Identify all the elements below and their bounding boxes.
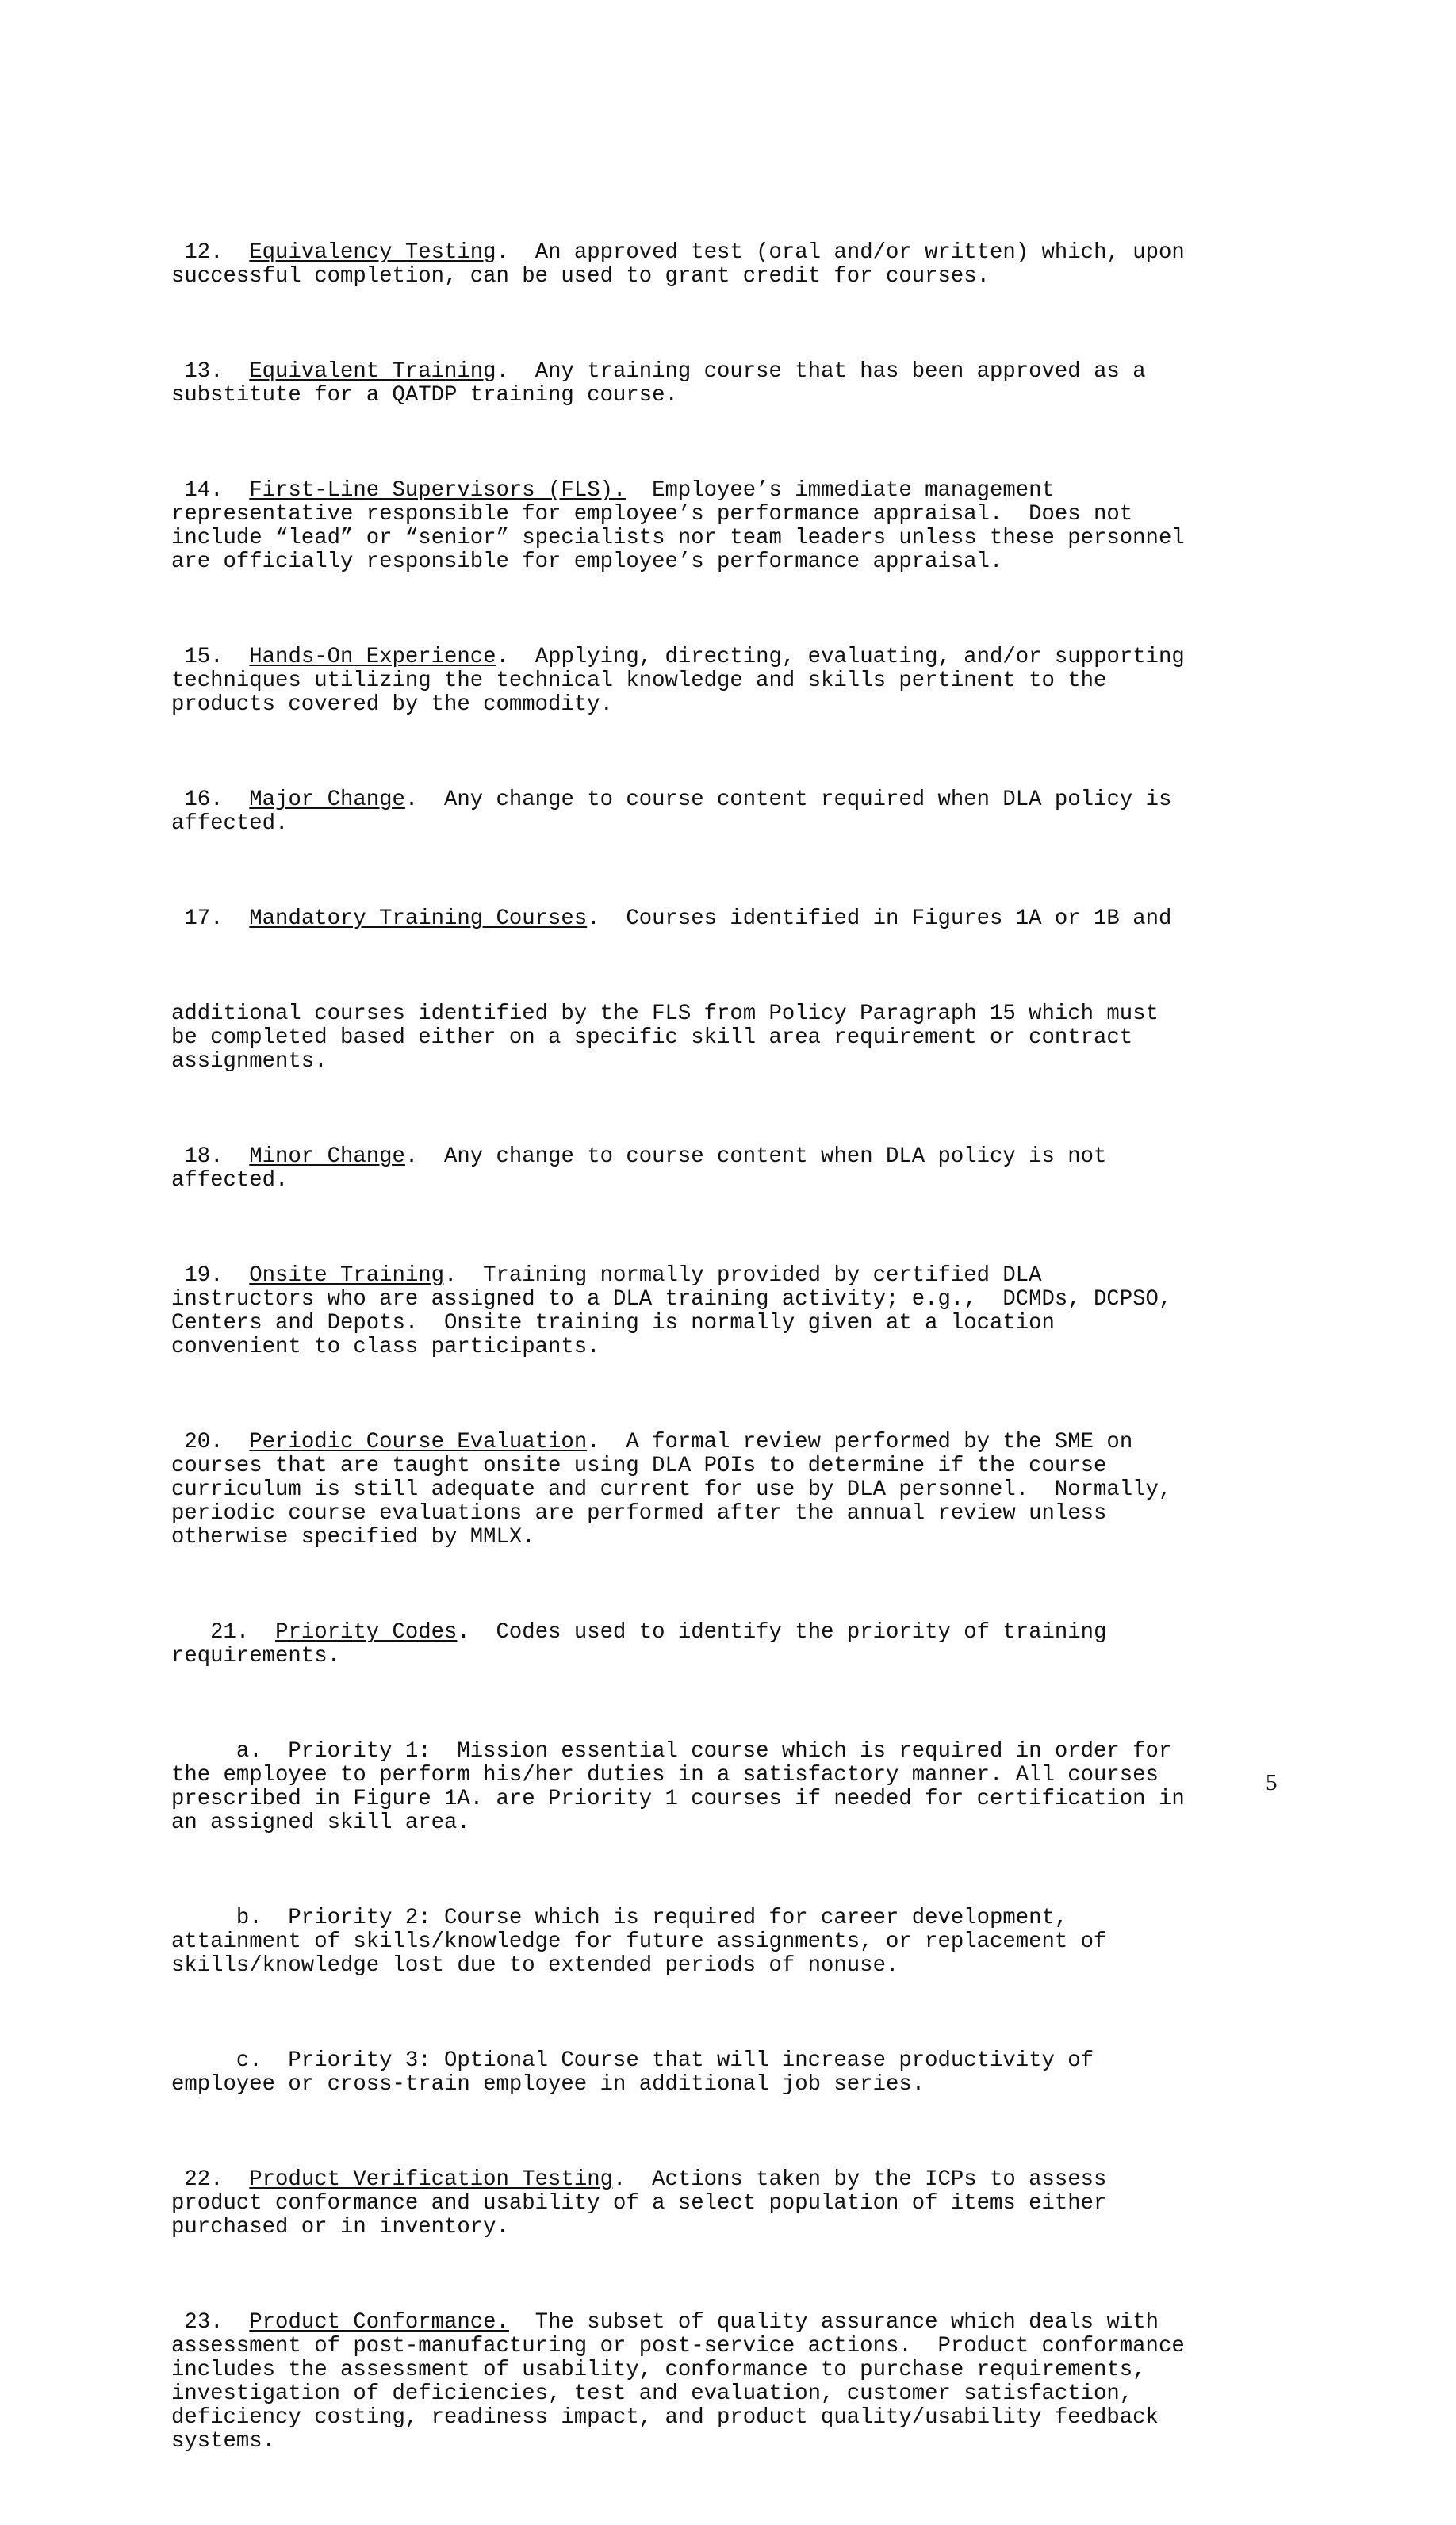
definition-paragraph [171, 1621, 1297, 1669]
definition-paragraph [171, 2168, 1297, 2240]
paragraph-number: 19. [171, 1263, 250, 1288]
definition-text: . Applying, directing, evaluating, and/or supporting techniques utilizing the technical knowledge and skills pertinent to the products covered by the commodity. [171, 645, 1185, 717]
definition-paragraph [171, 646, 1297, 717]
definition-text: additional courses identified by the FLS from Policy Paragraph 15 which must be completed based either on a specific skill area requirement or contract assignments. [171, 1002, 1159, 1074]
defined-term: Mandatory Training Courses [249, 906, 588, 931]
paragraph-number: 15. [171, 645, 250, 669]
defined-term: First-Line Supervisors (FLS). [249, 478, 626, 503]
definition-paragraph [171, 479, 1297, 574]
definition-paragraph [171, 241, 1297, 289]
defined-term: Equivalent Training [249, 359, 496, 384]
paragraph-number: 17. [171, 906, 250, 931]
definition-paragraph [171, 1264, 1297, 1359]
page-number: 5 [1266, 1770, 1278, 1795]
defined-term: Hands-On Experience [249, 645, 496, 669]
defined-term: Product Verification Testing [249, 2167, 613, 2192]
paragraph-number: 20. [171, 1430, 250, 1454]
definition-paragraph [171, 907, 1297, 931]
defined-term: Equivalency Testing [249, 240, 496, 265]
definition-text: . An approved test (oral and/or written) which, upon successful completion, can be used to grant credit for courses. [171, 240, 1185, 289]
definition-text: a. Priority 1: Mission essential course which is required in order for the employee to perform his/her duties in a satisfactory manner. All courses prescribed in Figure 1A. are Priority 1 courses if needed for certification in an assigned skill area. [171, 1739, 1185, 1835]
definition-text: . Any change to course content when DLA policy is not affected. [171, 1144, 1107, 1193]
priority-subparagraph [171, 2049, 1297, 2097]
definition-paragraph [171, 360, 1297, 408]
definition-text: c. Priority 3: Optional Course that will increase productivity of employee or cross-train employee in additional job series. [171, 2048, 1094, 2097]
paragraph-number: 14. [171, 478, 250, 503]
defined-term: Priority Codes [275, 1620, 458, 1645]
definition-paragraph [171, 1431, 1297, 1550]
defined-term: Minor Change [249, 1144, 405, 1169]
definition-text: . Courses identified in Figures 1A or 1B and [587, 906, 1172, 931]
defined-term: Major Change [249, 787, 405, 812]
defined-term: Product Conformance. [249, 2310, 509, 2335]
definition-text: . A formal review performed by the SME on courses that are taught onsite using DLA POIs to determine if the course curriculum is still adequate and current for use by DLA personnel. Normally, periodic course evaluations are performed after the annual review unless otherwise specified by MMLX. [171, 1430, 1172, 1550]
defined-term: Onsite Training [249, 1263, 445, 1288]
definition-continuation [171, 1002, 1297, 1074]
paragraph-number: 18. [171, 1144, 250, 1169]
definition-text: . Training normally provided by certified DLA instructors who are assigned to a DLA training activity; e.g., DCMDs, DCPSO, Centers and Depots. Onsite training is normally given at a location convenient to class participants. [171, 1263, 1172, 1359]
definition-text: Employee’s immediate management representative responsible for employee’s performance appraisal. Does not include “lead” or “senior” specialists nor team leaders unless these personnel are officially responsible for employee’s performance appraisal. [171, 478, 1185, 574]
definition-paragraph [171, 2311, 1297, 2454]
definition-paragraph [171, 788, 1297, 836]
priority-subparagraph [171, 1906, 1297, 1978]
priority-subparagraph [171, 1740, 1297, 1835]
definition-text: . Any change to course content required when DLA policy is affected. [171, 787, 1172, 836]
definition-text: b. Priority 2: Course which is required for career development, attainment of skills/knowledge for future assignments, or replacement of skills/knowledge lost due to extended periods of nonuse. [171, 1906, 1107, 1978]
paragraph-number: 23. [171, 2310, 250, 2335]
definition-paragraph [171, 1145, 1297, 1193]
paragraph-number: 16. [171, 787, 250, 812]
definitions-list [171, 193, 1297, 2525]
paragraph-number: 22. [171, 2167, 250, 2192]
definition-text: . Codes used to identify the priority of training requirements. [171, 1620, 1107, 1669]
paragraph-number: 21. [171, 1620, 276, 1645]
paragraph-number: 12. [171, 240, 250, 265]
defined-term: Periodic Course Evaluation [249, 1430, 588, 1454]
definition-text: The subset of quality assurance which deals with assessment of post-manufacturing or post-service actions. Product conformance includes the assessment of usability, conformance to purchase requirements, investigation of deficiencies, test and evaluation, customer satisfaction, deficiency costing, readiness impact, and product quality/usability feedback systems. [171, 2310, 1185, 2454]
definition-text: . Any training course that has been approved as a substitute for a QATDP training course. [171, 359, 1146, 408]
paragraph-number: 13. [171, 359, 250, 384]
definition-text: . Actions taken by the ICPs to assess product conformance and usability of a select population of items either purchased or in inventory. [171, 2167, 1107, 2240]
